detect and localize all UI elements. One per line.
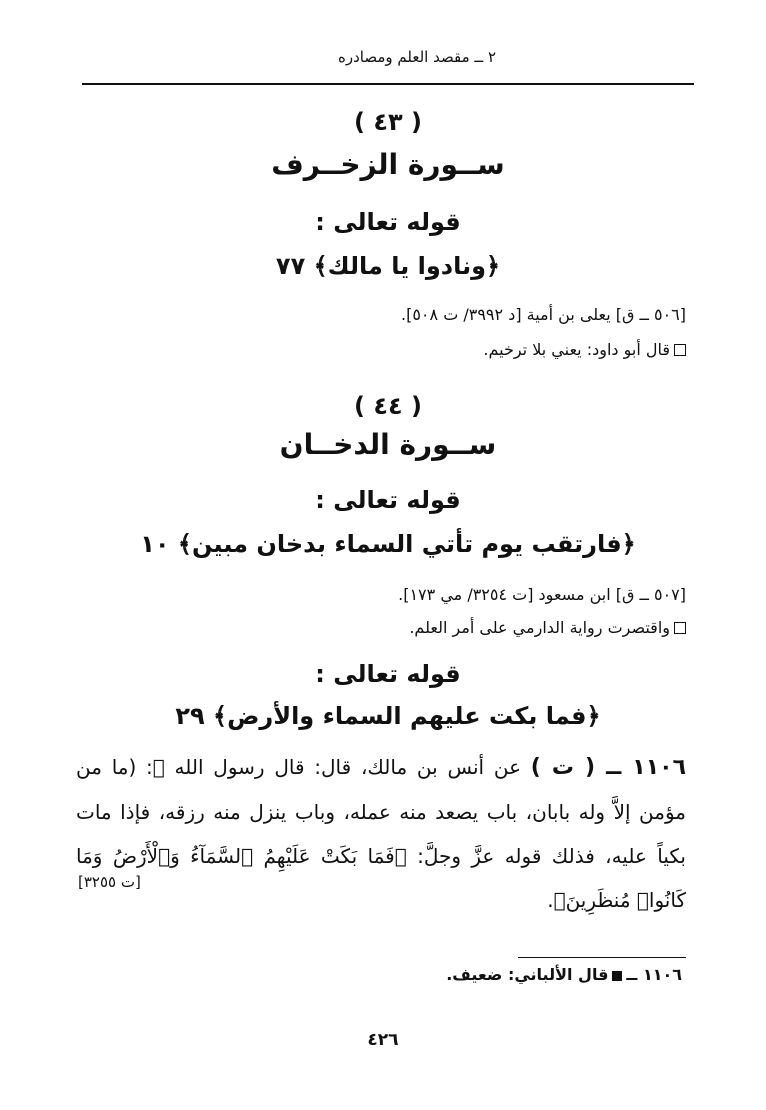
page-number: ٤٢٦ <box>367 1030 399 1050</box>
header-rule <box>82 83 694 85</box>
surah-number: ( ٤٤ ) <box>354 392 422 420</box>
footnote-rule <box>518 957 686 958</box>
surah-title: ســورة الدخــان <box>279 428 497 461</box>
ayah-heading: ﴿ونادوا يا مالك﴾ ٧٧ <box>275 252 501 280</box>
hadith-reference: [ت ٣٢٥٥] <box>78 873 141 891</box>
qawl-heading: قوله تعالى : <box>315 486 461 514</box>
qawl-heading: قوله تعالى : <box>315 208 461 236</box>
square-icon <box>674 622 686 634</box>
surah-number: ( ٤٣ ) <box>354 108 422 136</box>
hadith-number: ١١٠٦ ــ ( ت ) <box>530 755 686 780</box>
footnote-number: ١١٠٦ ــ <box>626 965 682 984</box>
surah-title: ســورة الزخــرف <box>271 148 505 181</box>
note-entry: قال أبو داود: يعني بلا ترخيم. <box>146 340 686 359</box>
note-entry: واقتصرت رواية الدارمي على أمر العلم. <box>146 618 686 637</box>
ayah-heading: ﴿فارتقب يوم تأتي السماء بدخان مبين﴾ ١٠ <box>140 530 636 558</box>
footnote-text: قال الألباني: ضعيف. <box>446 965 609 984</box>
hadith-text <box>76 745 686 922</box>
footnote <box>446 965 682 984</box>
hadith-body: عن أنس بن مالك، قال: قال رسول الله ﷺ: (ما من مؤمن إلاَّ وله بابان، باب يصعد منه عمله، وباب ينزل منه رزقه، فإذا مات بكياً عليه، فذلك قوله عزَّ وجلَّ: ﴿فَمَا بَكَتْ عَلَيْهِمُ ٱلسَّمَآءُ وَٱلْأَرْضُ وَمَا كَانُوا۟ مُنظَرِينَ﴾. <box>76 755 686 912</box>
running-header: ٢ ــ مقصد العلم ومصادره <box>338 48 496 66</box>
narration-entry: [٥٠٦ ــ ق] يعلى بن أمية [د ٣٩٩٢/ ت ٥٠٨]. <box>401 305 686 324</box>
qawl-heading: قوله تعالى : <box>315 660 461 688</box>
black-square-icon <box>612 971 622 981</box>
square-icon <box>674 344 686 356</box>
ayah-heading: ﴿فما بكت عليهم السماء والأرض﴾ ٢٩ <box>175 702 601 730</box>
narration-entry: [٥٠٧ ــ ق] ابن مسعود [ت ٣٢٥٤/ مي ١٧٣]. <box>398 585 686 604</box>
